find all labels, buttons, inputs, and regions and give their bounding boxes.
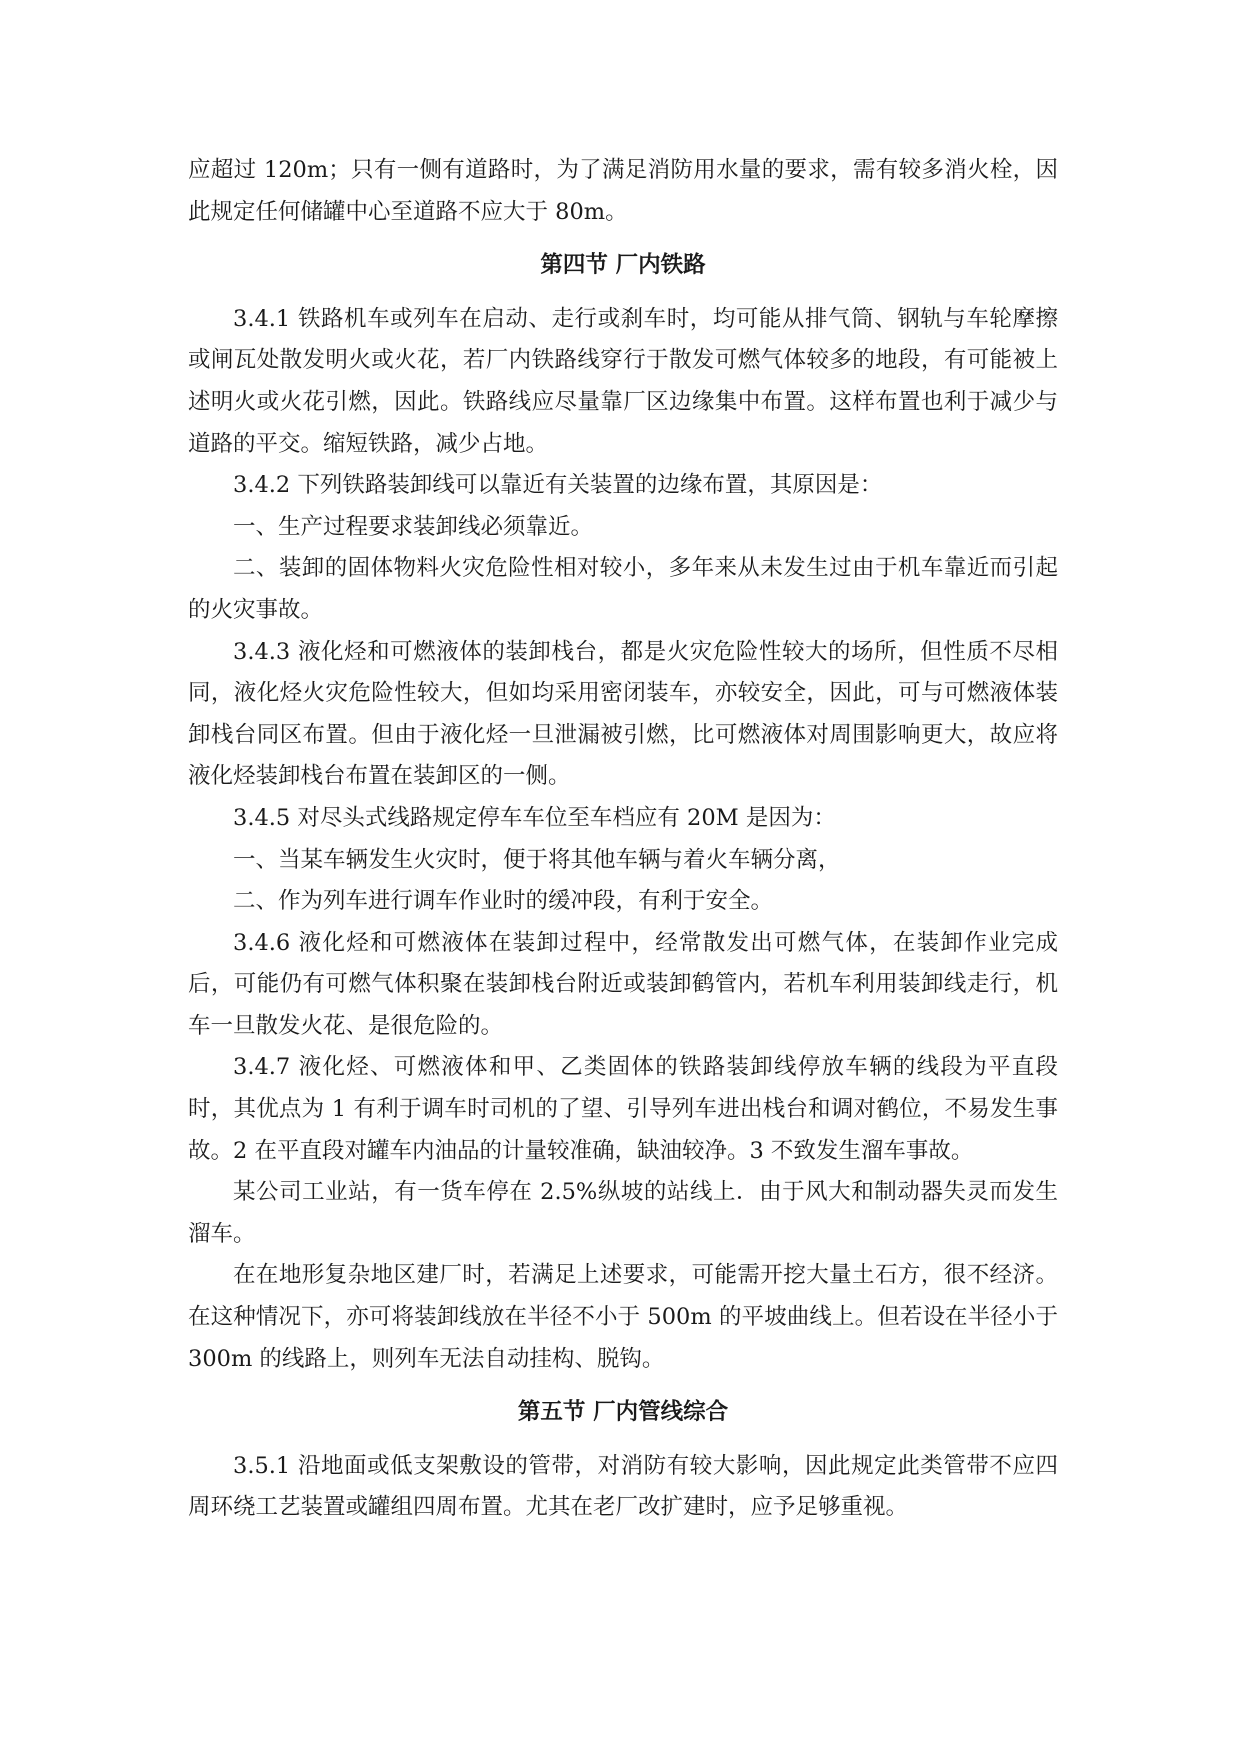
paragraph-3-4-1: 3.4.1 铁路机车或列车在启动、走行或刹车时，均可能从排气筒、钢轨与车轮摩擦或闸瓦处散发明火或火花，若厂内铁路线穿行于散发可燃气体较多的地段，有可能被上述明火或火花引燃，因此。铁路线应尽量靠厂区边缘集中布置。这样布置也利于减少与道路的平交。缩短铁路，减少占地。 <box>188 305 1058 457</box>
paragraph-3-5-1: 3.5.1 沿地面或低支架敷设的管带，对消防有较大影响，因此规定此类管带不应四周环绕工艺装置或罐组四周布置。尤其在老厂改扩建时，应予足够重视。 <box>188 1452 1058 1521</box>
section-5-title: 第五节 厂内管线综合 <box>517 1399 729 1426</box>
paragraph-continuation: 应超过 120m；只有一侧有道路时，为了满足消防用水量的要求，需有较多消火栓，因此规定任何储罐中心至道路不应大于 80m。 <box>188 157 1058 225</box>
document-page <box>188 150 1058 1529</box>
paragraph-3-4-6: 3.4.6 液化烃和可燃液体在装卸过程中，经常散发出可燃气体，在装卸作业完成后，可能仍有可燃气体积聚在装卸栈台附近或装卸鹤管内，若机车利用装卸线走行，机车一旦散发火花、是很危险的。 <box>188 929 1058 1039</box>
paragraph-3-4-2: 3.4.2 下列铁路装卸线可以靠近有关装置的边缘布置，其原因是： <box>233 472 883 499</box>
paragraph-3-4-2-item-2: 二、装卸的固体物料火灾危险性相对较小，多年来从未发生过由于机车靠近而引起的火灾事故。 <box>188 555 1058 623</box>
paragraph-3-4-3: 3.4.3 液化烃和可燃液体的装卸栈台，都是火灾危险性较大的场所，但性质不尽相同，液化烃火灾危险性较大，但如均采用密闭装车，亦较安全，因此，可与可燃液体装卸栈台同区布置。但由于液化烃一旦泄漏被引燃，比可燃液体对周围影响更大，故应将液化烃装卸栈台布置在装卸区的一侧。 <box>188 638 1058 790</box>
paragraph-3-4-5-item-1: 一、当某车辆发生火灾时，便于将其他车辆与着火车辆分离， <box>233 846 841 873</box>
paragraph-3-4-7: 3.4.7 液化烃、可燃液体和甲、乙类固体的铁路装卸线停放车辆的线段为平直段时，其优点为 1 有利于调车时司机的了望、引导列车进出栈台和调对鹤位，不易发生事故。2 在平直段对罐车内油品的计量较准确，缺油较净。3 不致发生溜车事故。 <box>188 1054 1058 1164</box>
paragraph-3-4-5: 3.4.5 对尽头式线路规定停车车位至车档应有 20M 是因为： <box>233 804 836 831</box>
paragraph-terrain: 在在地形复杂地区建厂时，若满足上述要求，可能需开挖大量土石方，很不经济。在这种情况下，亦可将装卸线放在半径不小于 500m 的平坡曲线上。但若设在半径小于 300m 的线路上，则列车无法自动挂构、脱钩。 <box>188 1262 1058 1372</box>
paragraph-3-4-5-item-2: 二、作为列车进行调车作业时的缓冲段，有利于安全。 <box>233 888 774 915</box>
paragraph-example: 某公司工业站，有一货车停在 2.5%纵坡的站线上．由于风大和制动器失灵而发生溜车。 <box>188 1179 1058 1247</box>
section-4-title: 第四节 厂内铁路 <box>540 252 706 279</box>
paragraph-3-4-2-item-1: 一、生产过程要求装卸线必须靠近。 <box>233 513 594 540</box>
